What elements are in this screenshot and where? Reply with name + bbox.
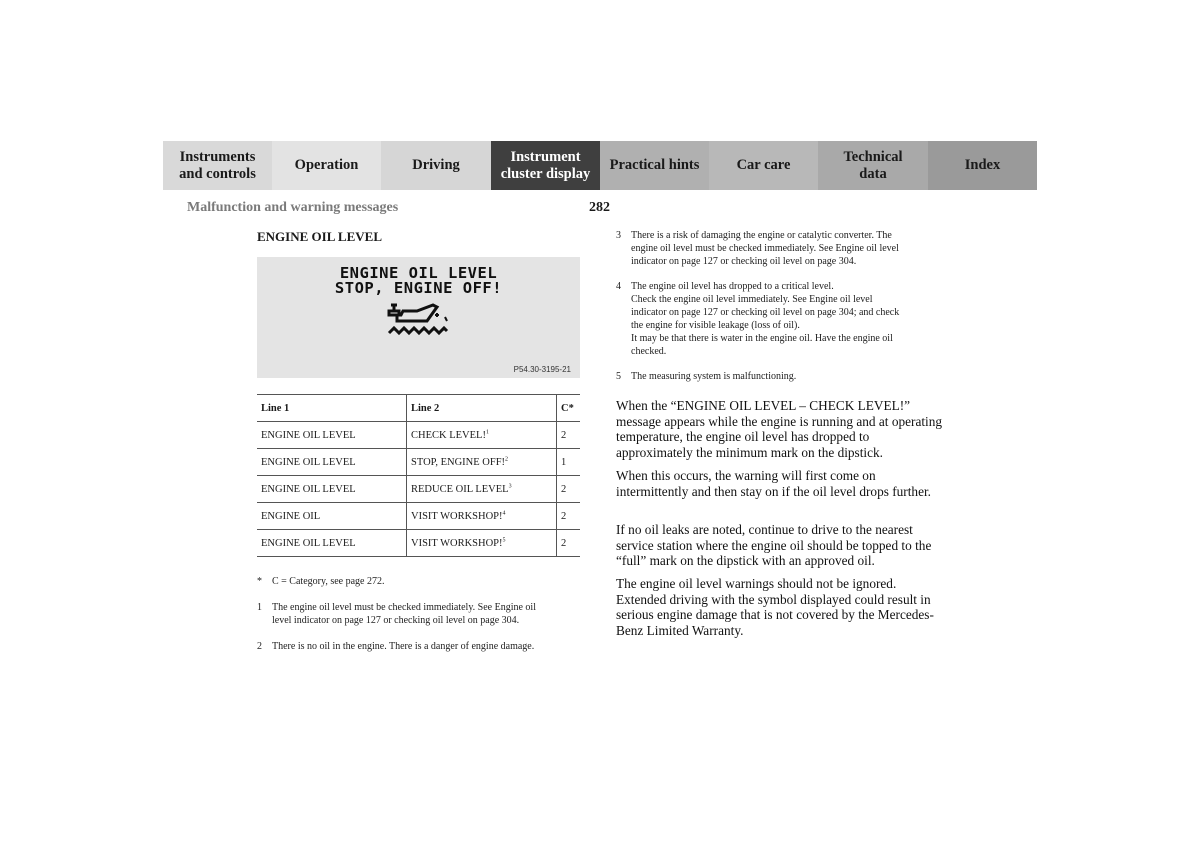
paragraph: When this occurs, the warning will first come on intermittently and then stay on if the oil level drops further.: [616, 468, 931, 499]
cell-line-2: REDUCE OIL LEVEL$^3$: [407, 476, 557, 503]
tab-operation[interactable]: Operation: [272, 141, 381, 190]
paragraph: The engine oil level warnings should not be ignored. Extended driving with the symbol displayed could result in serious engine damage that is not covered by the Mercedes-Benz Limited Warranty.: [616, 576, 934, 638]
cell-line-2: VISIT WORKSHOP!$^4$: [407, 503, 557, 530]
display-text: [257, 266, 580, 296]
footnote-ref: 5: [502, 537, 506, 543]
table-row: [257, 449, 580, 476]
tab-driving[interactable]: Driving: [381, 141, 491, 190]
table-row: [257, 503, 580, 530]
cell-category: 2: [557, 530, 581, 557]
paragraph: When the “ENGINE OIL LEVEL – CHECK LEVEL!” message appears while the engine is running and at operating temperature, the engine oil level has dropped to approximately the minimum mark on the dipstick.: [616, 398, 943, 460]
cell-category: 2: [557, 476, 581, 503]
oil-can-icon: [387, 301, 451, 341]
cell-line-1: ENGINE OIL LEVEL: [257, 476, 407, 503]
cell-line-1: ENGINE OIL LEVEL: [257, 530, 407, 557]
tab-index[interactable]: Index: [928, 141, 1037, 190]
header-line-1: Line 1: [257, 395, 407, 422]
footnote-2: 2 There is no oil in the engine. There is a danger of engine damage.: [257, 641, 535, 652]
cell-category: 2: [557, 422, 581, 449]
footnote-ref: 3: [508, 483, 512, 489]
footnote-ref: 1: [485, 429, 489, 435]
table-row: [257, 422, 580, 449]
tab-instrument-cluster-display[interactable]: Instrument cluster display: [491, 141, 600, 190]
tab-technical-data[interactable]: Technical data: [818, 141, 928, 190]
table-header-row: [257, 395, 580, 422]
section-title: ENGINE OIL LEVEL: [257, 229, 382, 244]
message-table: [257, 394, 580, 557]
cell-category: 1: [557, 449, 581, 476]
page-number: 282: [589, 200, 610, 215]
footnote-category: * C = Category, see page 272.: [257, 576, 385, 587]
header-category: C*: [557, 395, 581, 422]
paragraph: If no oil leaks are noted, continue to drive to the nearest service station where the engine oil should be topped to the “full” mark on the dipstick with an approved oil.: [616, 522, 932, 569]
cell-line-1: ENGINE OIL LEVEL: [257, 449, 407, 476]
footnote-5: 5 The measuring system is malfunctioning.: [616, 371, 797, 382]
image-code: P54.30-3195-21: [513, 365, 571, 374]
tab-car-care[interactable]: Car care: [709, 141, 818, 190]
cell-line-1: ENGINE OIL: [257, 503, 407, 530]
cell-line-1: ENGINE OIL LEVEL: [257, 422, 407, 449]
table-row: [257, 530, 580, 557]
cell-line-2: VISIT WORKSHOP!$^5$: [407, 530, 557, 557]
footnote-4: 4 The engine oil level has dropped to a critical level. Check the engine oil level immediately. See Engine oil level indicator on page 127 or checking oil level on page 304; and check the engine for visible leakage (loss of oil). It may be that there is water in the engine oil. Have the engine oil checked.: [616, 281, 900, 357]
cell-line-2: CHECK LEVEL!$^1$: [407, 422, 557, 449]
display-line-1: ENGINE OIL LEVEL: [339, 264, 498, 282]
cell-category: 2: [557, 503, 581, 530]
display-line-2: STOP, ENGINE OFF!: [334, 279, 503, 297]
cluster-display-illustration: [257, 257, 580, 378]
chapter-tabs: [163, 141, 1037, 190]
cell-line-2: STOP, ENGINE OFF!$^2$: [407, 449, 557, 476]
running-header: Malfunction and warning messages: [187, 200, 399, 215]
footnote-1: 1 The engine oil level must be checked immediately. See Engine oil level indicator on page 127 or checking oil level on page 304.: [257, 602, 536, 626]
tab-practical-hints[interactable]: Practical hints: [600, 141, 709, 190]
footnote-ref: 2: [505, 456, 509, 462]
table-row: [257, 476, 580, 503]
tab-instruments-and-controls[interactable]: Instruments and controls: [163, 141, 272, 190]
footnote-ref: 4: [502, 510, 506, 516]
footnote-3: 3 There is a risk of damaging the engine or catalytic converter. The engine oil level must be checked immediately. See Engine oil level indicator on page 127 or checking oil level on page 304.: [616, 230, 899, 267]
header-line-2: Line 2: [407, 395, 557, 422]
